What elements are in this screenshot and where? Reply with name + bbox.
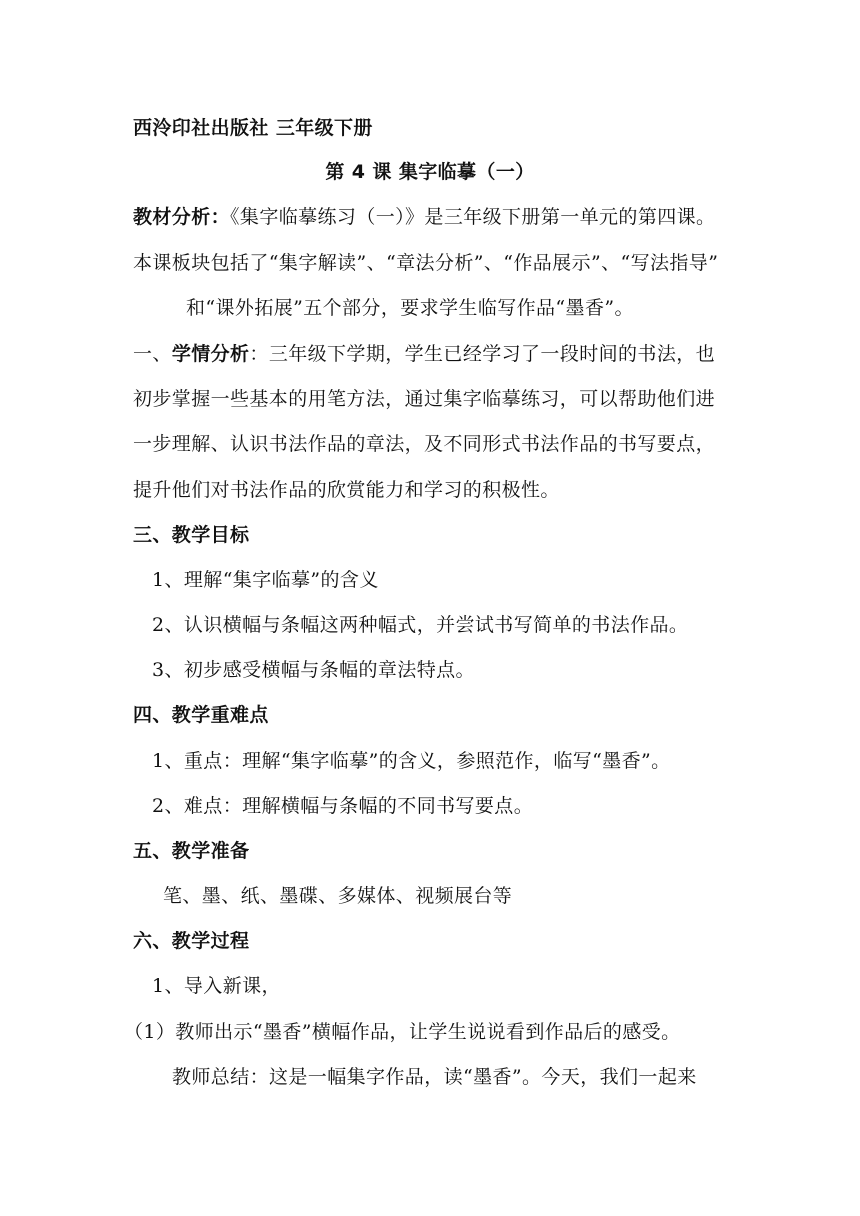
analysis-text-1: 《集字临摹练习（一）》是三年级下册第一单元的第四课。	[230, 206, 716, 228]
process-summary: 教师总结：这是一幅集字作品，读“墨香”。今天，我们一起来	[172, 1066, 697, 1088]
students-paragraph-line-4: 提升他们对书法作品的欣赏能力和学习的积极性。	[133, 479, 560, 501]
students-prefix: 一、	[133, 343, 172, 365]
key-point-item: 2、难点：理解横幅与条幅的不同书写要点。	[152, 795, 534, 817]
key-point-item: 1、重点：理解“集字临摹”的含义，参照范作，临写“墨香”。	[152, 750, 671, 772]
goal-item: 3、初步感受横幅与条幅的章法特点。	[152, 659, 475, 681]
students-text-1: ：三年级下学期，学生已经学习了一段时间的书法，也	[249, 343, 716, 365]
process-heading: 六、教学过程	[133, 930, 250, 952]
analysis-label: 教材分析：	[133, 206, 231, 228]
preparation-text: 笔、墨、纸、墨碟、多媒体、视频展台等	[163, 885, 513, 907]
students-label: 学情分析	[171, 343, 250, 365]
key-points-heading: 四、教学重难点	[133, 704, 269, 726]
publisher-line: 西泠印社出版社 三年级下册	[133, 117, 373, 139]
lesson-title: 第 4 课 集字临摹（一）	[325, 161, 535, 183]
students-paragraph-line-3: 一步理解、认识书法作品的章法，及不同形式书法作品的书写要点，	[133, 433, 716, 455]
preparation-heading: 五、教学准备	[133, 840, 250, 862]
process-sub-step-1: （1）教师出示“墨香”横幅作品，让学生说说看到作品后的感受。	[124, 1021, 681, 1043]
process-step-1: 1、导入新课，	[152, 975, 281, 997]
analysis-paragraph-line-2: 本课板块包括了“集字解读”、“章法分析”、“作品展示”、“写法指导”	[133, 252, 719, 274]
goal-item: 1、理解“集字临摹”的含义	[152, 569, 379, 591]
students-paragraph-line-1	[133, 342, 715, 366]
students-paragraph-line-2: 初步掌握一些基本的用笔方法，通过集字临摹练习，可以帮助他们进	[133, 388, 716, 410]
analysis-paragraph-line-1	[133, 205, 715, 229]
analysis-paragraph-line-3: 和“课外拓展”五个部分，要求学生临写作品“墨香”。	[186, 297, 634, 319]
goals-heading: 三、教学目标	[133, 524, 250, 546]
goal-item: 2、认识横幅与条幅这两种幅式，并尝试书写简单的书法作品。	[152, 614, 689, 636]
